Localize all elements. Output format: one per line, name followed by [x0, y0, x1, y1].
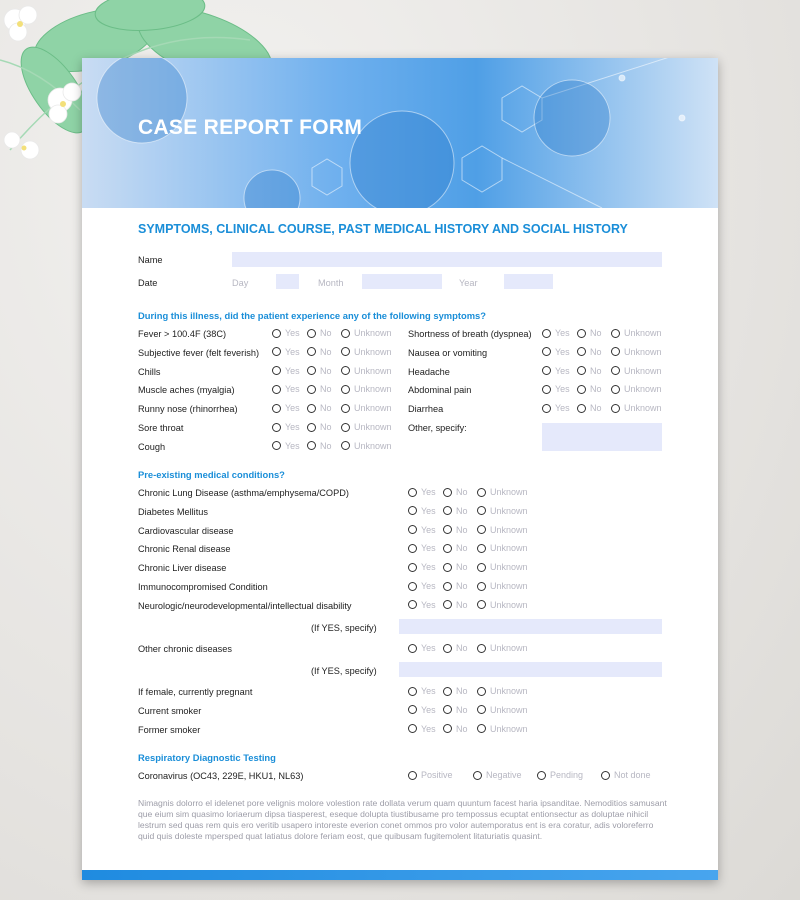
condition-3-no-option-radio[interactable] — [443, 544, 452, 553]
symptom-right-4-yes-option-radio[interactable] — [542, 404, 551, 413]
condition-4-yes-option-radio[interactable] — [408, 563, 417, 572]
symptom-left-6-no-option-radio[interactable] — [307, 441, 316, 450]
symptom-right-1-unknown-option-radio[interactable] — [611, 347, 620, 356]
bottom-bar — [82, 870, 718, 880]
condition-2-yes-option-label: Yes — [421, 524, 436, 535]
symptom-right-1-no-option-label: No — [590, 346, 602, 357]
test-option-positive[interactable] — [408, 770, 453, 780]
condition-2-no-option-label: No — [456, 524, 468, 535]
symptom-left-1-no-option-radio[interactable] — [307, 347, 316, 356]
condition-0-unknown-option-label: Unknown — [490, 487, 528, 497]
condition-2-no-option[interactable] — [443, 525, 468, 535]
social-1-unknown-option-radio[interactable] — [477, 705, 486, 714]
symptom-left-5-unknown-option-label: Unknown — [354, 422, 392, 432]
symptom-right-2-no-option-label: No — [590, 365, 602, 376]
symptom-label: Fever > 100.4F (38C) — [138, 329, 227, 339]
symptom-left-4-unknown-option[interactable] — [341, 403, 392, 413]
symptom-left-3-unknown-option-radio[interactable] — [341, 385, 350, 394]
condition-0-no-option-label: No — [456, 487, 468, 497]
name-field[interactable] — [232, 252, 662, 267]
condition-5-no-option-radio[interactable] — [443, 582, 452, 591]
symptom-left-1-unknown-option-label: Unknown — [354, 346, 392, 357]
test-option-negative-label: Negative — [486, 770, 522, 780]
test-option-positive-label: Positive — [421, 770, 453, 780]
symptom-left-0-yes-option-label: Yes — [285, 328, 300, 338]
condition-5-unknown-option[interactable] — [477, 581, 528, 591]
symptom-right-3-no-option-radio[interactable] — [577, 385, 586, 394]
condition-5-no-option[interactable] — [443, 581, 468, 591]
social-2-yes-option-radio[interactable] — [408, 724, 417, 733]
other-specify-field[interactable] — [542, 423, 662, 451]
symptom-left-2-no-option-radio[interactable] — [307, 366, 316, 375]
case-report-form — [82, 58, 718, 880]
social-1-no-option[interactable] — [443, 705, 468, 715]
condition-4-unknown-option[interactable] — [477, 562, 528, 572]
symptom-right-0-unknown-option-radio[interactable] — [611, 329, 620, 338]
testing-title: Respiratory Diagnostic Testing — [138, 752, 276, 763]
social-2-unknown-option-label: Unknown — [490, 723, 528, 734]
test-option-pending-label: Pending — [550, 770, 584, 780]
condition-2-unknown-option-label: Unknown — [490, 524, 528, 535]
condition-1-yes-option-radio[interactable] — [408, 506, 417, 515]
section-title: SYMPTOMS, CLINICAL COURSE, PAST MEDICAL HISTORY AND SOCIAL HISTORY — [138, 222, 628, 236]
symptom-label: Subjective fever (felt feverish) — [138, 347, 260, 358]
condition-6-unknown-option-radio[interactable] — [477, 600, 486, 609]
symptom-label: Headache — [408, 366, 450, 377]
social-0-yes-option-radio[interactable] — [408, 687, 417, 696]
symptom-left-0-unknown-option-radio[interactable] — [341, 329, 350, 338]
symptom-right-2-no-option[interactable] — [577, 366, 602, 376]
symptom-left-1-unknown-option[interactable] — [341, 347, 392, 357]
condition-6-no-option[interactable] — [443, 600, 468, 610]
symptom-left-0-yes-option[interactable] — [272, 328, 300, 338]
symptom-left-0-yes-option-radio[interactable] — [272, 329, 281, 338]
condition-1-no-option-label: No — [456, 505, 468, 516]
symptom-label: Abdominal pain — [408, 385, 472, 396]
month-label: Month — [318, 278, 344, 288]
social-0-unknown-option-label: Unknown — [490, 686, 528, 696]
symptom-right-1-yes-option-radio[interactable] — [542, 347, 551, 356]
test-option-not-done[interactable] — [601, 770, 651, 780]
day-field[interactable] — [276, 274, 299, 289]
conditions-title: Pre-existing medical conditions? — [138, 469, 285, 480]
symptom-left-5-yes-option-label: Yes — [285, 422, 300, 432]
condition-label: Chronic Renal disease — [138, 544, 231, 555]
symptom-right-3-unknown-option-label: Unknown — [624, 384, 662, 395]
symptom-right-0-yes-option-radio[interactable] — [542, 329, 551, 338]
symptom-right-3-no-option-label: No — [590, 384, 602, 395]
condition-4-unknown-option-radio[interactable] — [477, 563, 486, 572]
social-0-no-option-radio[interactable] — [443, 687, 452, 696]
condition-3-yes-option-label: Yes — [421, 543, 436, 554]
condition-6-yes-option-radio[interactable] — [408, 600, 417, 609]
symptom-left-5-yes-option-radio[interactable] — [272, 423, 281, 432]
other-chronic-no-option[interactable] — [443, 643, 468, 653]
other-specify-label: Other, specify: — [408, 423, 467, 433]
symptom-left-0-unknown-option[interactable] — [341, 328, 392, 338]
symptom-left-5-unknown-option[interactable] — [341, 422, 392, 432]
month-field[interactable] — [362, 274, 442, 289]
other-chronic-no-option-label: No — [456, 643, 468, 653]
symptom-left-5-no-option[interactable] — [307, 422, 332, 432]
other-chronic-yes-option-label: Yes — [421, 643, 436, 653]
symptom-label: Nausea or vomiting — [408, 347, 488, 358]
condition-label: Chronic Lung Disease (asthma/emphysema/COPD) — [138, 488, 349, 498]
symptom-left-4-yes-option[interactable] — [272, 403, 300, 413]
coronavirus-label: Coronavirus (OC43, 229E, HKU1, NL63) — [138, 771, 304, 781]
if-yes-specify-label-2: (If YES, specify) — [311, 666, 377, 676]
symptom-right-3-yes-option-radio[interactable] — [542, 385, 551, 394]
symptom-right-3-no-option[interactable] — [577, 384, 602, 394]
condition-1-unknown-option-label: Unknown — [490, 505, 528, 516]
if-yes-specify-field-2[interactable] — [399, 662, 662, 677]
condition-6-yes-option[interactable] — [408, 600, 436, 610]
symptom-left-1-no-option[interactable] — [307, 347, 332, 357]
symptom-right-2-unknown-option-radio[interactable] — [611, 366, 620, 375]
condition-4-yes-option-label: Yes — [421, 562, 436, 573]
condition-3-unknown-option[interactable] — [477, 543, 528, 553]
symptom-right-2-unknown-option[interactable] — [611, 366, 662, 376]
symptom-label: Sore throat — [138, 423, 184, 433]
symptom-right-1-unknown-option-label: Unknown — [624, 346, 662, 357]
condition-3-unknown-option-radio[interactable] — [477, 544, 486, 553]
condition-5-yes-option-radio[interactable] — [408, 582, 417, 591]
social-0-yes-option[interactable] — [408, 686, 436, 696]
test-option-not-done-label: Not done — [614, 770, 651, 780]
footnote: Nimagnis dolorro el idelenet pore velignis molore volestion rate dollata verum quam quuntum facest haria ipsanditae. Nemoditios samusant que eium sim quasimo loriaerum dipsa tiasperest, eseque dolupta tiustibusame pro tempossus ecuptat entionsectur as doluptae nihicil lestrum sed quas rem quis ero veritib usapero intoreste everion conet ommos pro volor autemporatus ent is era coratur, adis voloreferro quid quis doleste mpersped quat latiatus dolore feriam eost, que quibusam fugitemolent litaturiatis quasint. — [138, 798, 667, 841]
other-chronic-unknown-option[interactable] — [477, 643, 528, 653]
symptom-left-3-yes-option-radio[interactable] — [272, 385, 281, 394]
form-title: CASE REPORT FORM — [138, 116, 363, 139]
symptom-left-6-yes-option-radio[interactable] — [272, 441, 281, 450]
symptom-left-3-no-option-radio[interactable] — [307, 385, 316, 394]
symptom-right-4-yes-option-label: Yes — [555, 403, 570, 414]
symptom-left-2-unknown-option[interactable] — [341, 366, 392, 376]
condition-0-yes-option-label: Yes — [421, 487, 436, 497]
condition-4-no-option-label: No — [456, 562, 468, 573]
symptom-left-1-yes-option-label: Yes — [285, 346, 300, 357]
symptom-left-1-yes-option-radio[interactable] — [272, 347, 281, 356]
symptom-left-4-unknown-option-label: Unknown — [354, 403, 392, 414]
symptom-left-6-yes-option[interactable] — [272, 441, 300, 451]
symptom-label: Diarrhea — [408, 404, 444, 415]
symptom-left-4-yes-option-radio[interactable] — [272, 404, 281, 413]
condition-3-unknown-option-label: Unknown — [490, 543, 528, 554]
year-field[interactable] — [504, 274, 553, 289]
condition-3-no-option[interactable] — [443, 543, 468, 553]
test-option-pending[interactable] — [537, 770, 583, 780]
symptom-right-4-unknown-option-radio[interactable] — [611, 404, 620, 413]
symptom-left-6-unknown-option[interactable] — [341, 441, 392, 451]
condition-6-unknown-option-label: Unknown — [490, 599, 528, 610]
condition-2-unknown-option-radio[interactable] — [477, 525, 486, 534]
symptom-right-0-yes-option[interactable] — [542, 328, 570, 338]
symptom-left-2-no-option-label: No — [320, 365, 332, 376]
social-0-no-option-label: No — [456, 686, 468, 696]
symptom-left-6-no-option[interactable] — [307, 441, 332, 451]
condition-3-yes-option[interactable] — [408, 543, 436, 553]
symptom-right-4-no-option[interactable] — [577, 403, 602, 413]
symptom-left-2-unknown-option-radio[interactable] — [341, 366, 350, 375]
social-2-no-option-radio[interactable] — [443, 724, 452, 733]
symptom-left-0-no-option-label: No — [320, 328, 332, 338]
symptom-right-1-yes-option[interactable] — [542, 347, 570, 357]
symptom-right-2-yes-option-radio[interactable] — [542, 366, 551, 375]
symptom-left-1-yes-option[interactable] — [272, 347, 300, 357]
condition-2-yes-option[interactable] — [408, 525, 436, 535]
condition-5-no-option-label: No — [456, 581, 468, 591]
symptom-left-4-no-option[interactable] — [307, 403, 332, 413]
social-1-unknown-option[interactable] — [477, 705, 528, 715]
condition-1-unknown-option[interactable] — [477, 506, 528, 516]
condition-4-unknown-option-label: Unknown — [490, 562, 528, 573]
social-0-no-option[interactable] — [443, 686, 468, 696]
symptom-left-4-no-option-radio[interactable] — [307, 404, 316, 413]
symptom-left-0-no-option-radio[interactable] — [307, 329, 316, 338]
symptom-left-5-no-option-radio[interactable] — [307, 423, 316, 432]
social-2-yes-option-label: Yes — [421, 723, 436, 734]
if-yes-specify-label: (If YES, specify) — [311, 623, 377, 633]
other-chronic-label: Other chronic diseases — [138, 644, 232, 654]
symptom-right-1-no-option[interactable] — [577, 347, 602, 357]
condition-0-unknown-option[interactable] — [477, 487, 528, 497]
condition-label: Immunocompromised Condition — [138, 582, 268, 592]
condition-1-no-option-radio[interactable] — [443, 506, 452, 515]
symptom-left-1-unknown-option-radio[interactable] — [341, 347, 350, 356]
condition-5-yes-option-label: Yes — [421, 581, 436, 591]
condition-label: Neurologic/neurodevelopmental/intellectual disability — [138, 600, 352, 611]
condition-label: Chronic Liver disease — [138, 563, 227, 574]
social-2-no-option-label: No — [456, 723, 468, 734]
other-chronic-unknown-option-label: Unknown — [490, 643, 528, 653]
form-header — [82, 58, 718, 208]
symptom-right-4-no-option-label: No — [590, 403, 602, 414]
if-yes-specify-field[interactable] — [399, 619, 662, 634]
other-chronic-no-option-radio[interactable] — [443, 644, 452, 653]
date-label: Date — [138, 278, 158, 288]
symptom-right-2-no-option-radio[interactable] — [577, 366, 586, 375]
social-label: Current smoker — [138, 705, 202, 716]
test-option-not-done-radio[interactable] — [601, 771, 610, 780]
social-2-yes-option[interactable] — [408, 724, 436, 734]
condition-label: Cardiovascular disease — [138, 525, 234, 536]
social-2-no-option[interactable] — [443, 724, 468, 734]
symptom-right-4-unknown-option[interactable] — [611, 403, 662, 413]
test-option-negative-radio[interactable] — [473, 771, 482, 780]
symptom-left-0-unknown-option-label: Unknown — [354, 328, 392, 338]
symptom-left-3-yes-option-label: Yes — [285, 384, 300, 395]
symptom-right-4-yes-option[interactable] — [542, 403, 570, 413]
condition-5-yes-option[interactable] — [408, 581, 436, 591]
symptom-right-4-unknown-option-label: Unknown — [624, 403, 662, 414]
test-option-pending-radio[interactable] — [537, 771, 546, 780]
social-2-unknown-option-radio[interactable] — [477, 724, 486, 733]
symptom-left-3-no-option[interactable] — [307, 384, 332, 394]
year-label: Year — [459, 278, 478, 288]
symptom-right-0-unknown-option[interactable] — [611, 328, 662, 338]
condition-2-yes-option-radio[interactable] — [408, 525, 417, 534]
symptom-left-2-yes-option-label: Yes — [285, 365, 300, 376]
symptom-left-3-no-option-label: No — [320, 384, 332, 395]
symptom-label: Cough — [138, 441, 166, 452]
symptom-label: Runny nose (rhinorrhea) — [138, 404, 238, 415]
social-1-no-option-label: No — [456, 704, 468, 715]
day-label: Day — [232, 278, 249, 288]
social-label: Former smoker — [138, 724, 201, 735]
symptom-left-6-unknown-option-radio[interactable] — [341, 441, 350, 450]
symptom-right-4-no-option-radio[interactable] — [577, 404, 586, 413]
symptom-right-2-yes-option-label: Yes — [555, 365, 570, 376]
symptom-right-3-yes-option-label: Yes — [555, 384, 570, 395]
condition-2-unknown-option[interactable] — [477, 525, 528, 535]
condition-0-no-option[interactable] — [443, 487, 468, 497]
condition-6-no-option-radio[interactable] — [443, 600, 452, 609]
symptom-right-1-yes-option-label: Yes — [555, 346, 570, 357]
symptom-label: Shortness of breath (dyspnea) — [408, 329, 532, 339]
condition-1-no-option[interactable] — [443, 506, 468, 516]
test-option-negative[interactable] — [473, 770, 522, 780]
symptom-right-0-no-option-radio[interactable] — [577, 329, 586, 338]
symptoms-question: During this illness, did the patient experience any of the following symptoms? — [138, 310, 486, 321]
symptom-left-5-unknown-option-radio[interactable] — [341, 423, 350, 432]
condition-6-no-option-label: No — [456, 599, 468, 610]
symptom-left-1-no-option-label: No — [320, 346, 332, 357]
symptom-left-5-no-option-label: No — [320, 422, 332, 432]
social-1-no-option-radio[interactable] — [443, 705, 452, 714]
condition-4-no-option[interactable] — [443, 562, 468, 572]
symptom-left-4-unknown-option-radio[interactable] — [341, 404, 350, 413]
symptom-left-5-yes-option[interactable] — [272, 422, 300, 432]
condition-0-no-option-radio[interactable] — [443, 488, 452, 497]
condition-3-no-option-label: No — [456, 543, 468, 554]
symptom-left-6-unknown-option-label: Unknown — [354, 440, 392, 451]
condition-label: Diabetes Mellitus — [138, 506, 208, 517]
condition-1-yes-option[interactable] — [408, 506, 436, 516]
symptom-left-0-no-option[interactable] — [307, 328, 332, 338]
symptom-left-2-yes-option-radio[interactable] — [272, 366, 281, 375]
symptom-right-3-unknown-option[interactable] — [611, 384, 662, 394]
symptom-left-2-yes-option[interactable] — [272, 366, 300, 376]
other-chronic-yes-option[interactable] — [408, 643, 436, 653]
symptom-left-4-no-option-label: No — [320, 403, 332, 414]
condition-5-unknown-option-label: Unknown — [490, 581, 528, 591]
symptom-left-3-unknown-option[interactable] — [341, 384, 392, 394]
test-option-positive-radio[interactable] — [408, 771, 417, 780]
condition-6-yes-option-label: Yes — [421, 599, 436, 610]
symptom-left-2-unknown-option-label: Unknown — [354, 365, 392, 376]
name-label: Name — [138, 255, 163, 265]
condition-5-unknown-option-radio[interactable] — [477, 582, 486, 591]
condition-0-yes-option[interactable] — [408, 487, 436, 497]
social-1-yes-option-radio[interactable] — [408, 705, 417, 714]
symptom-right-0-unknown-option-label: Unknown — [624, 328, 662, 338]
social-0-yes-option-label: Yes — [421, 686, 436, 696]
condition-3-yes-option-radio[interactable] — [408, 544, 417, 553]
condition-0-unknown-option-radio[interactable] — [477, 488, 486, 497]
symptom-right-3-unknown-option-radio[interactable] — [611, 385, 620, 394]
condition-4-yes-option[interactable] — [408, 562, 436, 572]
condition-1-yes-option-label: Yes — [421, 505, 436, 516]
condition-1-unknown-option-radio[interactable] — [477, 506, 486, 515]
other-chronic-yes-option-radio[interactable] — [408, 644, 417, 653]
condition-6-unknown-option[interactable] — [477, 600, 528, 610]
social-1-yes-option-label: Yes — [421, 704, 436, 715]
condition-4-no-option-radio[interactable] — [443, 563, 452, 572]
symptom-label: Chills — [138, 366, 161, 377]
symptom-right-1-no-option-radio[interactable] — [577, 347, 586, 356]
symptom-right-0-no-option[interactable] — [577, 328, 602, 338]
social-0-unknown-option[interactable] — [477, 686, 528, 696]
social-2-unknown-option[interactable] — [477, 724, 528, 734]
social-0-unknown-option-radio[interactable] — [477, 687, 486, 696]
symptom-right-2-yes-option[interactable] — [542, 366, 570, 376]
symptom-right-1-unknown-option[interactable] — [611, 347, 662, 357]
social-1-unknown-option-label: Unknown — [490, 704, 528, 715]
symptom-left-4-yes-option-label: Yes — [285, 403, 300, 414]
symptom-left-6-yes-option-label: Yes — [285, 440, 300, 451]
symptom-right-0-no-option-label: No — [590, 328, 602, 338]
symptom-right-2-unknown-option-label: Unknown — [624, 365, 662, 376]
symptom-left-3-yes-option[interactable] — [272, 384, 300, 394]
condition-0-yes-option-radio[interactable] — [408, 488, 417, 497]
symptom-left-6-no-option-label: No — [320, 440, 332, 451]
symptom-right-0-yes-option-label: Yes — [555, 328, 570, 338]
other-chronic-unknown-option-radio[interactable] — [477, 644, 486, 653]
symptom-label: Muscle aches (myalgia) — [138, 385, 235, 396]
social-1-yes-option[interactable] — [408, 705, 436, 715]
symptom-left-3-unknown-option-label: Unknown — [354, 384, 392, 395]
social-label: If female, currently pregnant — [138, 687, 253, 697]
symptom-right-3-yes-option[interactable] — [542, 384, 570, 394]
symptom-left-2-no-option[interactable] — [307, 366, 332, 376]
condition-2-no-option-radio[interactable] — [443, 525, 452, 534]
